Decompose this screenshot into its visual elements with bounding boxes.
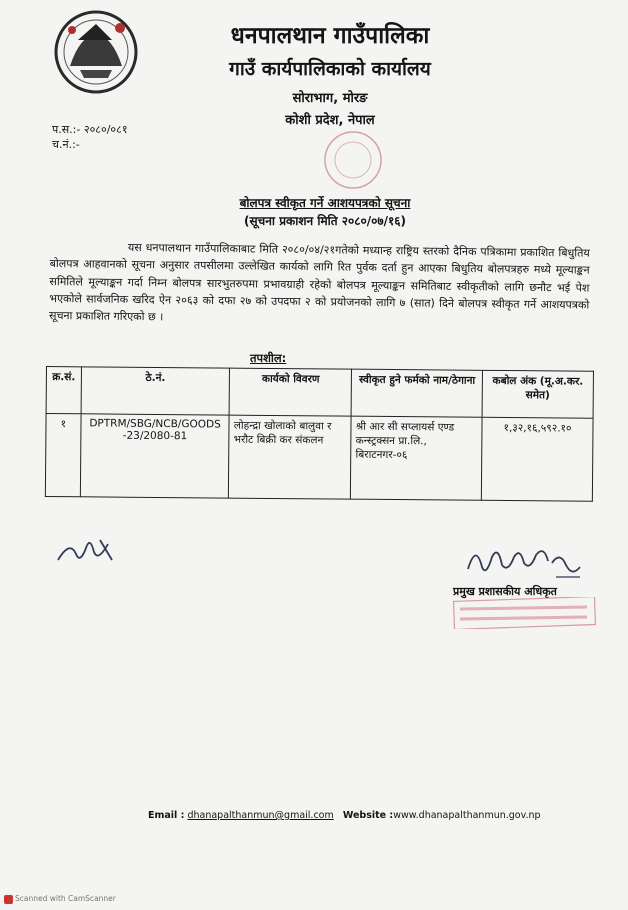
officer-designation: प्रमुख प्रशासकीय अधिकृत <box>453 585 557 598</box>
cell-amount: १,३२,१६,५९२.१० <box>481 417 593 501</box>
address-line-1: सोराभाग, मोरङ <box>292 91 368 106</box>
scanner-label: Scanned with CamScanner <box>15 894 116 903</box>
officer-signature-icon <box>456 537 591 587</box>
notice-publish-date: (सूचना प्रकाशन मिति २०८०/०७/१६) <box>244 214 406 228</box>
column-header-firm: स्वीकृत हुने फर्मको नाम/ठेगाना <box>351 369 482 417</box>
footer-contact <box>148 810 541 821</box>
cell-firm: श्री आर सी सप्लायर्स एण्ड कन्स्ट्रक्सन प्रा.लि., बिराटनगर-०६ <box>351 416 482 500</box>
email-label: Email : <box>148 810 185 821</box>
cell-description: लोहन्द्रा खोलाको बालुवा र भरौट बिक्री कर संकलन <box>229 415 352 499</box>
nepal-emblem-icon <box>50 6 142 98</box>
email-link[interactable]: dhanapalthanmun@gmail.com <box>187 810 334 821</box>
notice-subject: बोलपत्र स्वीकृत गर्ने आशयपत्रको सूचना <box>239 196 411 210</box>
notice-body: यस धनपालथान गाउँपालिकाबाट मिति २०८०/०४/२१गतेको मध्यान्ह राष्ट्रिय स्तरको दैनिक पत्रिकामा प्रकाशित बिधुतिय बोलपत्र आहवानको सूचना अनुसार तपसीलमा उल्लेखित कार्यको लागि रित पुर्वक दर्ता हुन आएका बिधुतिय बोलपत्रहरु मध्ये मूल्याङ्कन समितिले मूल्याङ्कन गर्दा निम्न बोलपत्र सारभुतरुपमा प्रभावग्राही रहेको बोलपत्र मूल्याङ्कन समितिबाट स्वीकृतीको लागि छनौट भई पेश भएकोले सार्वजनिक खरिद ऐन २०६३ को दफा २७ को उपदफा २ को प्रयोजनको लागि ७ (सात) दिने बोलपत्र स्वीकृत गर्ने आशयपत्रको सूचना प्रकाशित गरिएको छ । <box>48 240 590 324</box>
office-stamp-icon <box>318 125 388 195</box>
cell-sn: १ <box>45 414 81 497</box>
dispatch-number: च.नं.:- <box>52 138 80 151</box>
officer-stamp-icon <box>452 597 597 629</box>
scanner-watermark <box>4 894 116 904</box>
cell-contract-no: DPTRM/SBG/NCB/GOODS -23/2080-81 <box>80 414 229 498</box>
column-header-amount: कबोल अंक (मू.अ.कर. समेत) <box>482 370 593 418</box>
website-link[interactable]: www.dhanapalthanmun.gov.np <box>393 810 541 821</box>
details-label: तपशील: <box>250 351 287 365</box>
table-row <box>45 414 593 502</box>
website-label: Website : <box>342 810 394 821</box>
details-table <box>45 366 594 502</box>
camscanner-logo-icon <box>4 895 13 904</box>
address-line-2: कोशी प्रदेश, नेपाल <box>285 113 375 128</box>
office-name: गाउँ कार्यपालिकाको कार्यालय <box>229 58 431 80</box>
letter-number: प.स.:- २०८०/०८१ <box>52 123 128 136</box>
column-header-sn: क्र.सं. <box>46 367 81 414</box>
initials-signature-icon <box>50 530 130 570</box>
table-header-row <box>46 367 593 419</box>
municipality-name: धनपालथान गाउँपालिका <box>230 23 430 49</box>
column-header-description: कार्यको विवरण <box>229 368 351 416</box>
column-header-contract-no: ठे.नं. <box>81 367 230 415</box>
